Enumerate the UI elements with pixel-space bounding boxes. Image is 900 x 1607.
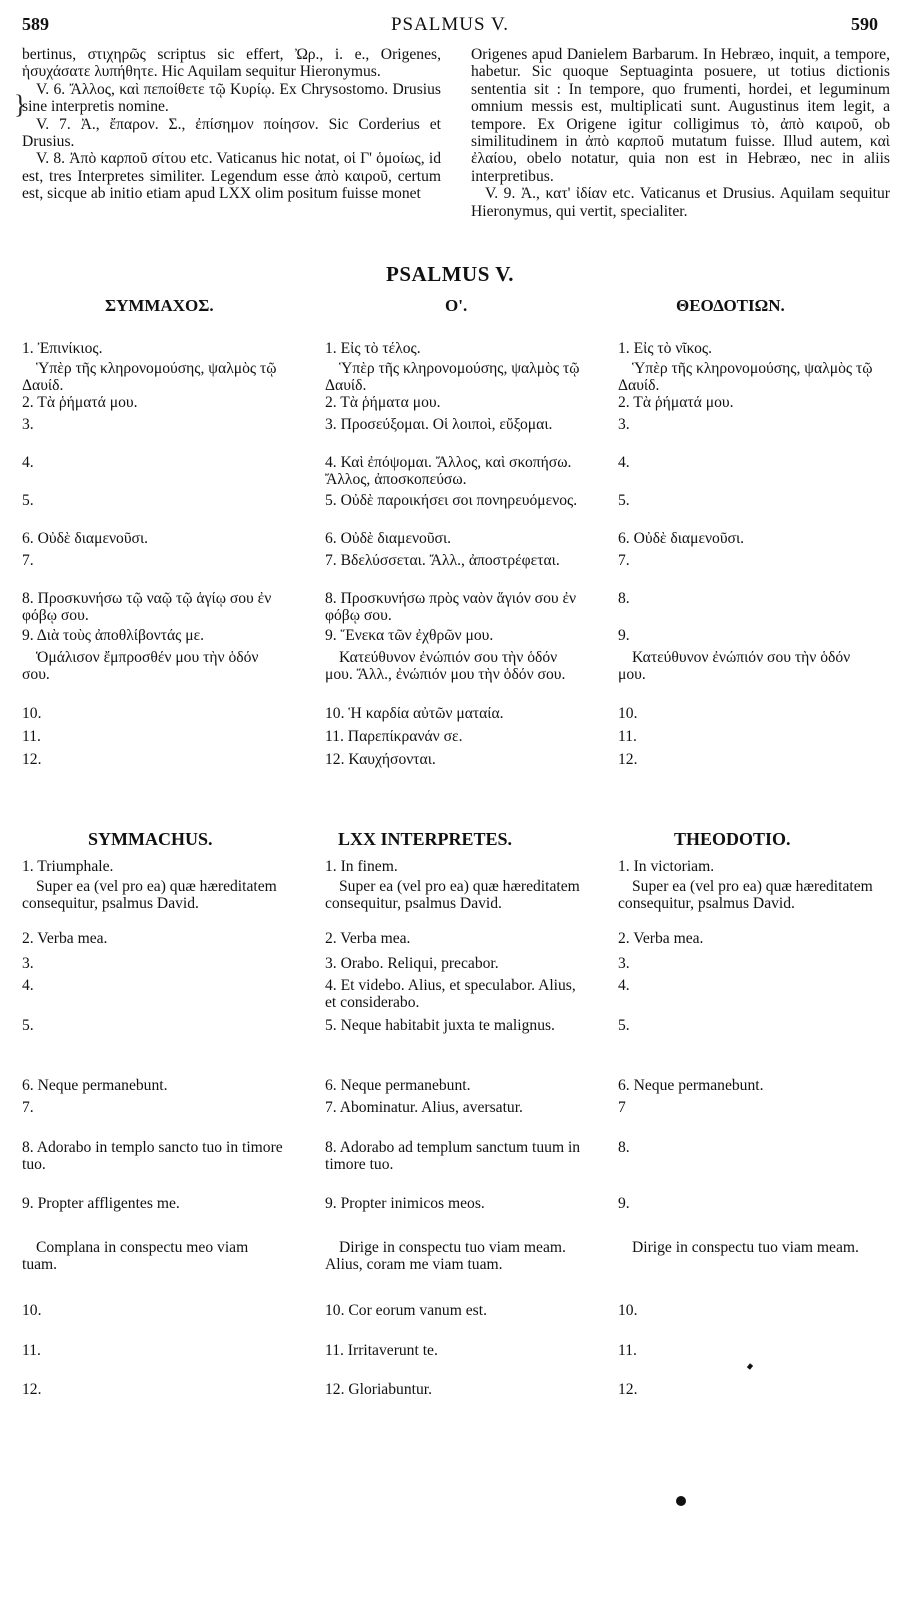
table-cell: 2. Verba mea. [325,930,411,947]
table-cell: 4. Καὶ ἐπόψομαι. Ἄλλος, καὶ σκοπήσω. Ἄλλος, ἀποσκοπεύσω. [325,454,572,488]
table-cell: 7. Βδελύσσεται. Ἄλλ., ἀποστρέφεται. [325,552,560,569]
right-page-number: 590 [851,14,878,34]
table-cell: 1. Ἐπινίκιος. [22,340,103,357]
table-cell: Ὑπὲρ τῆς κληρονομούσης, ψαλμὸς τῷ Δαυίδ. [22,360,277,394]
table-cell: 2. Τὰ ῥήματα μου. [325,394,441,411]
table-cell: 9. [618,627,630,644]
table-cell: 1. Εἰς τὸ τέλος. [325,340,421,357]
table-cell: 3. Orabo. Reliqui, precabor. [325,955,499,972]
notes-right-column [471,46,890,220]
table-cell: 11. Παρεπίκρανάν σε. [325,728,463,745]
table-cell: 2. Verba mea. [618,930,704,947]
table-cell: 7. [22,552,34,569]
psalm-title: PSALMUS V. [386,262,514,286]
table-cell: Ὁμάλισον ἔμπροσθέν μου τὴν ὁδόν σου. [22,649,259,683]
table-cell: Complana in conspectu meo viam tuam. [22,1239,249,1273]
table-cell: Κατεύθυνον ἐνώπιόν σου τὴν ὁδόν μου. [618,649,851,683]
table-cell: 4. [618,977,630,994]
table-cell: 7. [618,552,630,569]
notes-left-column [14,46,441,203]
table-cell: Dirige in conspectu tuo viam meam. Alius, coram me viam tuam. [325,1239,566,1273]
table-cell: 6. Neque permanebunt. [325,1077,471,1094]
table-cell: 4. [22,977,34,994]
table-cell: 9. Ἕνεκα τῶν ἐχθρῶν μου. [325,627,494,644]
greek-header-lxx: Ο'. [445,296,468,315]
table-cell: 10. Cor eorum vanum est. [325,1302,487,1319]
table-cell: 11. [618,728,637,745]
note-paragraph: V. 9. Ἀ., κατ' ἰδίαν etc. Vaticanus et Drusius. Aquilam sequitur Hieronymus, qui vertit, specialiter. [471,185,890,220]
table-cell: Super ea (vel pro ea) quæ hæreditatem consequitur, psalmus David. [618,878,873,912]
table-cell: 10. [22,1302,42,1319]
table-cell: 10. [22,705,42,722]
table-cell: 11. [22,1342,41,1359]
table-cell: 4. [618,454,630,471]
table-cell: 9. Διὰ τοὺς ἀποθλίβοντάς με. [22,627,205,644]
footnotes [14,46,890,258]
table-cell: 3. [618,416,630,433]
table-cell: 12. [22,1381,42,1398]
table-cell: 7. [22,1099,34,1116]
table-cell: 3. [22,416,34,433]
margin-bracket: } [14,90,27,119]
table-cell: 3. [618,955,630,972]
note-paragraph: V. 7. Ἀ., ἔπαρον. Σ., ἐπίσημον ποίησον. Sic Corderius et Drusius. [22,115,441,151]
table-cell: 6. Οὐδὲ διαμενοῦσι. [22,530,149,547]
table-cell: 7. Abominatur. Alius, aversatur. [325,1099,523,1116]
table-cell: 5. [618,1017,630,1034]
table-cell: 8. Adorabo in templo sancto tuo in timore tuo. [22,1139,283,1173]
ink-speck [747,1363,753,1369]
table-cell: 11. [22,728,41,745]
table-cell: 6. Neque permanebunt. [618,1077,764,1094]
table-cell: Dirige in conspectu tuo viam meam. [632,1239,859,1256]
table-cell: 9. Propter affligentes me. [22,1195,180,1212]
table-cell: Super ea (vel pro ea) quæ hæreditatem consequitur, psalmus David. [22,878,277,912]
ink-dot [676,1496,686,1506]
table-cell: 12. [22,751,42,768]
note-paragraph: bertinus, στιχηρῶς scriptus sic effert, Ὠρ., i. e., Origenes, ἡσυχάσατε λυπήθητε. Hic Aquilam sequitur Hieronymus. [22,46,441,81]
table-cell: 2. Verba mea. [22,930,108,947]
running-title: PSALMUS V. [390,14,510,35]
table-cell: 9. Propter inimicos meos. [325,1195,485,1212]
table-cell: 12. Gloriabuntur. [325,1381,432,1398]
table-cell: Super ea (vel pro ea) quæ hæreditatem consequitur, psalmus David. [325,878,580,912]
table-cell: 10. [618,1302,638,1319]
table-cell: 5. Οὐδὲ παροικήσει σοι πονηρευόμενος. [325,492,578,509]
latin-header-theodotion: THEODOTIO. [674,829,791,849]
table-cell: 1. Triumphale. [22,858,114,875]
table-cell: 1. Εἰς τὸ νῖκος. [618,340,712,357]
table-cell: 8. [618,590,630,607]
table-cell: 11. Irritaverunt te. [325,1342,438,1359]
note-paragraph: V. 6. Ἄλλος, καὶ πεποίθετε τῷ Κυρίῳ. Ex Chrysostomo. Drusius sine interpretis nomine. [22,80,441,116]
table-cell: 10. [618,705,638,722]
table-cell: 12. Καυχήσονται. [325,751,436,768]
table-cell: 7 [618,1099,626,1116]
table-cell: 12. [618,1381,638,1398]
table-cell: 8. Προσκυνήσω πρὸς ναὸν ἅγιόν σου ἐν φόβῳ σου. [325,590,577,624]
table-cell: 3. [22,955,34,972]
table-cell: Ὑπὲρ τῆς κληρονομούσης, ψαλμὸς τῷ Δαυίδ. [618,360,873,394]
note-paragraph: V. 8. Ἀπὸ καρποῦ σίτου etc. Vaticanus hic notat, οἱ Γ' ὁμοίως, id est, tres Interpretes similiter. Legendum esse ἀπὸ καιροῦ, certum est, sicque ab initio etiam apud LXX olim positum fuisse monet [22,150,441,203]
table-cell: 4. Et videbo. Alius, et speculabor. Alius, et considerabo. [325,977,576,1011]
table-cell: 10. Ἡ καρδία αὐτῶν ματαία. [325,705,504,722]
table-cell: 8. [618,1139,630,1156]
table-cell: 2. Τὰ ῥήματά μου. [618,394,734,411]
table-cell: 4. [22,454,34,471]
table-cell: 8. Προσκυνήσω τῷ ναῷ τῷ ἁγίῳ σου ἐν φόβῳ σου. [22,590,272,624]
note-paragraph: Origenes apud Danielem Barbarum. In Hebræo, inquit, a tempore, habetur. Sic quoque Septuaginta posuere, ut totius dictionis sententia sit : In tempore, quo frumenti, hordei, et leguminum omnium messis est, multiplicati sunt. Augustinus item legit, a tempore. Ex Origene igitur colligimus τὸ, ἀπὸ καιροῦ, ob similitudinem in ἀπὸ καρποῦ mutatum fuisse. Illud autem, καὶ ἐλαίου, obelo notatur, quia non est in Hebræo, nec in aliis interpretibus. [471,46,890,185]
table-cell: 5. Neque habitabit juxta te malignus. [325,1017,555,1034]
table-cell: 3. Προσεύξομαι. Οἱ λοιποὶ, εὔξομαι. [325,416,553,433]
table-cell: 12. [618,751,638,768]
table-cell: 2. Τὰ ῥήματά μου. [22,394,138,411]
table-cell: 8. Adorabo ad templum sanctum tuum in timore tuo. [325,1139,581,1173]
table-cell: 5. [618,492,630,509]
table-cell: 11. [618,1342,637,1359]
greek-header-theodotion: ΘΕΟΔΟΤΙΩΝ. [676,296,785,315]
table-cell: 1. In finem. [325,858,398,875]
table-cell: 6. Neque permanebunt. [22,1077,168,1094]
table-cell: 6. Οὐδὲ διαμενοῦσι. [618,530,745,547]
table-cell: 5. [22,492,34,509]
greek-header-symmachus: ΣΥΜΜΑΧΟΣ. [105,296,214,315]
table-cell: 6. Οὐδὲ διαμενοῦσι. [325,530,452,547]
latin-header-lxx: LXX INTERPRETES. [338,829,513,849]
page-header [22,14,878,38]
table-cell: 9. [618,1195,630,1212]
table-cell: 5. [22,1017,34,1034]
latin-header-symmachus: SYMMACHUS. [88,829,213,849]
left-page-number: 589 [22,14,49,34]
table-cell: 1. In victoriam. [618,858,715,875]
table-cell: Κατεύθυνον ἐνώπιόν σου τὴν ὁδόν μου. Ἄλλ., ἐνώπιόν μου τὴν ὁδόν σου. [325,649,566,683]
table-cell: Ὑπὲρ τῆς κληρονομούσης, ψαλμὸς τῷ Δαυίδ. [325,360,580,394]
